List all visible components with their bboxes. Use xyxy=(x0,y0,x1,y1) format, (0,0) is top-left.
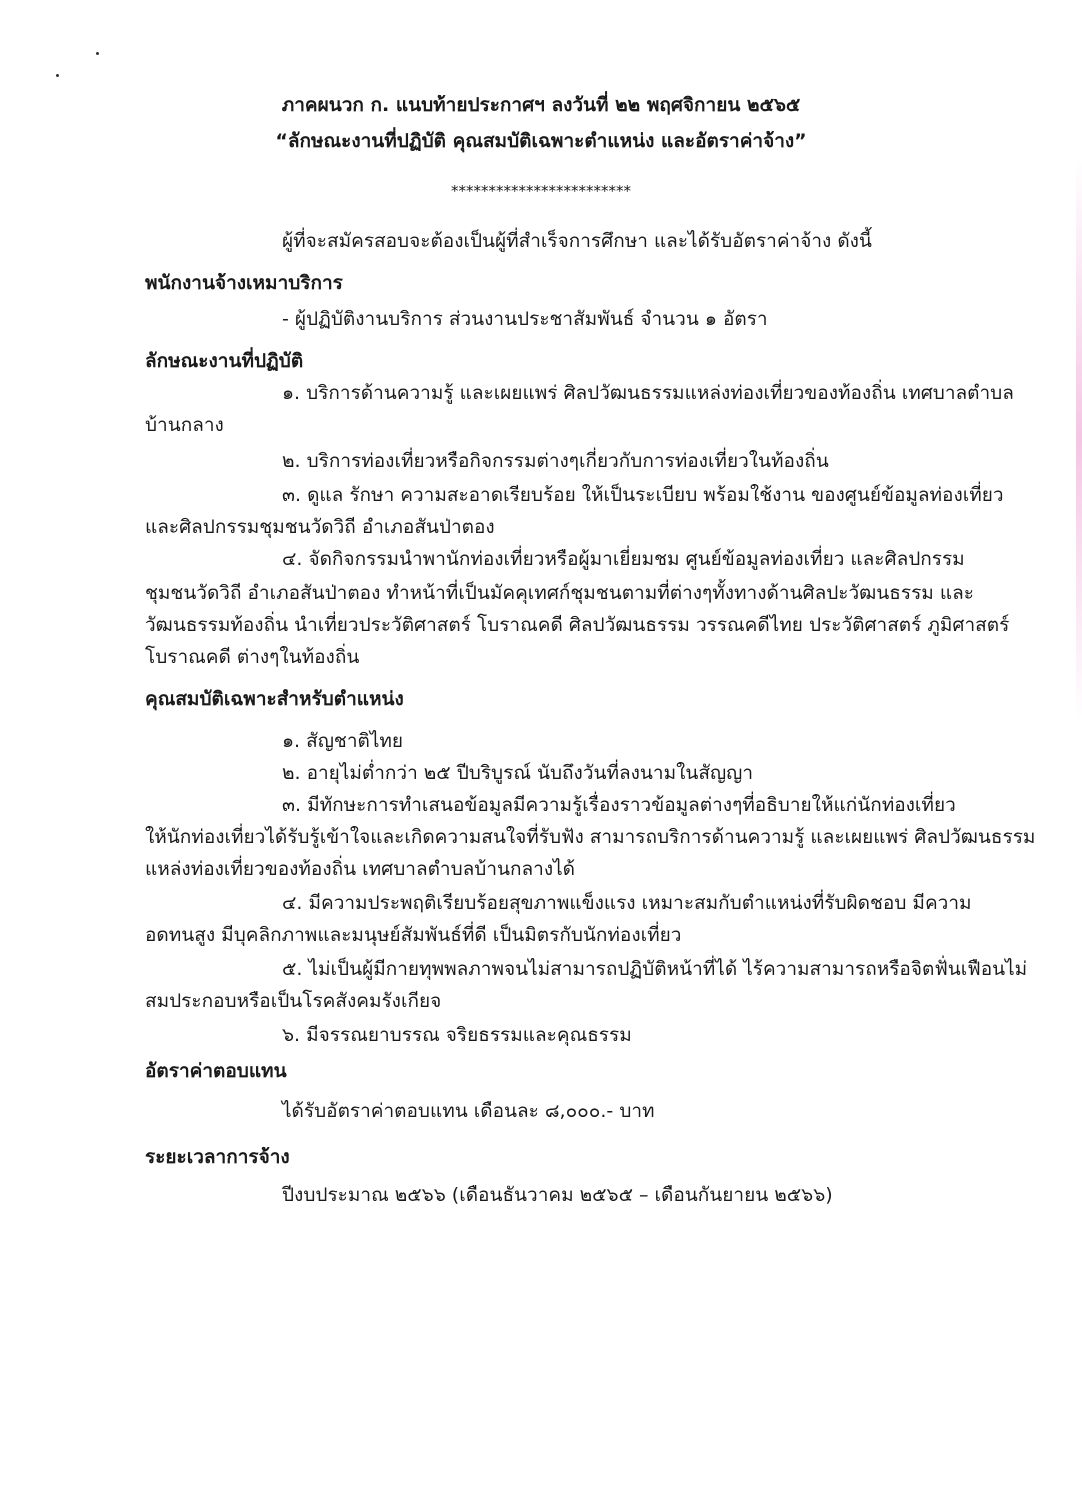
qualifications-line-10: ๖. มีจรรณยาบรรณ จริยธรรมและคุณธรรม xyxy=(282,1024,632,1046)
duties-line-8: วัฒนธรรมท้องถิ่น นำเที่ยวประวัติศาสตร์ โบราณคดี ศิลปวัฒนธรรม วรรณคดีไทย ประวัติศาสตร์ ภูมิศาสตร์ xyxy=(145,614,1010,636)
duties-line-5: และศิลปกรรมชุมชนวัดวิถี อำเภอสันป่าตอง xyxy=(145,516,495,538)
duties-heading: ลักษณะงานที่ปฏิบัติ xyxy=(145,350,304,372)
qualifications-line-5: แหล่งท่องเที่ยวของท้องถิ่น เทศบาลตำบลบ้านกลางได้ xyxy=(145,858,576,880)
qualifications-line-6: ๔. มีความประพฤติเรียบร้อยสุขภาพแข็งแรง เหมาะสมกับตำแหน่งที่รับผิดชอบ มีความ xyxy=(282,892,972,914)
duties-line-7: ชุมชนวัดวิถี อำเภอสันป่าตอง ทำหน้าที่เป็นมัคคุเทศก์ชุมชนตามที่ต่างๆทั้งทางด้านศิลปะวัฒนธรรม และ xyxy=(145,582,974,604)
header-line-2: “ลักษณะงานที่ปฏิบัติ คุณสมบัติเฉพาะตำแหน่ง และอัตราค่าจ้าง” xyxy=(275,130,807,152)
header-line-1: ภาคผนวก ก. แนบท้ายประกาศฯ ลงวันที่ ๒๒ พฤศจิกายน ๒๕๖๕ xyxy=(281,94,801,116)
qualifications-line-3: ๓. มีทักษะการทำเสนอข้อมูลมีความรู้เรื่องราวข้อมูลต่างๆที่อธิบายให้แก่นักท่องเที่ยว xyxy=(282,794,956,816)
scan-speck xyxy=(56,74,59,77)
period-text: ปีงบประมาณ ๒๕๖๖ (เดือนธันวาคม ๒๕๖๕ – เดือนกันยายน ๒๕๖๖) xyxy=(282,1184,833,1206)
qualifications-line-2: ๒. อายุไม่ต่ำกว่า ๒๕ ปีบริบูรณ์ นับถึงวันที่ลงนามในสัญญา xyxy=(282,762,754,784)
duties-line-4: ๓. ดูแล รักษา ความสะอาดเรียบร้อย ให้เป็นระเบียบ พร้อมใช้งาน ของศูนย์ข้อมูลท่องเที่ยว xyxy=(282,484,1004,506)
position-item: - ผู้ปฏิบัติงานบริการ ส่วนงานประชาสัมพันธ์ จำนวน ๑ อัตรา xyxy=(282,308,768,330)
duties-line-1: ๑. บริการด้านความรู้ และเผยแพร่ ศิลปวัฒนธรรมแหล่งท่องเที่ยวของท้องถิ่น เทศบาลตำบล xyxy=(282,382,1014,404)
position-heading: พนักงานจ้างเหมาบริการ xyxy=(145,272,343,294)
compensation-heading: อัตราค่าตอบแทน xyxy=(145,1060,287,1082)
period-heading: ระยะเวลาการจ้าง xyxy=(145,1146,290,1168)
qualifications-line-7: อดทนสูง มีบุคลิกภาพและมนุษย์สัมพันธ์ที่ดี เป็นมิตรกับนักท่องเที่ยว xyxy=(145,924,682,946)
qualifications-heading: คุณสมบัติเฉพาะสำหรับตำแหน่ง xyxy=(145,688,404,710)
qualifications-line-9: สมประกอบหรือเป็นโรคสังคมรังเกียจ xyxy=(145,990,442,1012)
duties-line-9: โบราณคดี ต่างๆในท้องถิ่น xyxy=(145,646,360,668)
qualifications-line-8: ๕. ไม่เป็นผู้มีกายทุพพลภาพจนไม่สามารถปฏิบัติหน้าที่ได้ ไร้ความสามารถหรือจิตฟั่นเฟือนไม่ xyxy=(282,958,1028,980)
compensation-text: ได้รับอัตราค่าตอบแทน เดือนละ ๘,๐๐๐.- บาท xyxy=(282,1100,655,1122)
duties-line-6: ๔. จัดกิจกรรมนำพานักท่องเที่ยวหรือผู้มาเยี่ยมชม ศูนย์ข้อมูลท่องเที่ยว และศิลปกรรม xyxy=(282,548,965,570)
qualifications-line-1: ๑. สัญชาติไทย xyxy=(282,730,404,752)
duties-line-2: บ้านกลาง xyxy=(145,414,224,436)
duties-line-3: ๒. บริการท่องเที่ยวหรือกิจกรรมต่างๆเกี่ยวกับการท่องเที่ยวในท้องถิ่น xyxy=(282,450,829,472)
scan-edge-tint xyxy=(1076,160,1082,720)
scan-speck xyxy=(96,52,99,55)
intro-text: ผู้ที่จะสมัครสอบจะต้องเป็นผู้ที่สำเร็จการศึกษา และได้รับอัตราค่าจ้าง ดังนี้ xyxy=(282,230,872,252)
qualifications-line-4: ให้นักท่องเที่ยวได้รับรู้เข้าใจและเกิดความสนใจที่รับฟัง สามารถบริการด้านความรู้ และเผยแพร่ ศิลปวัฒนธรรม xyxy=(145,826,1036,848)
header-separator: ************************ xyxy=(451,182,631,200)
